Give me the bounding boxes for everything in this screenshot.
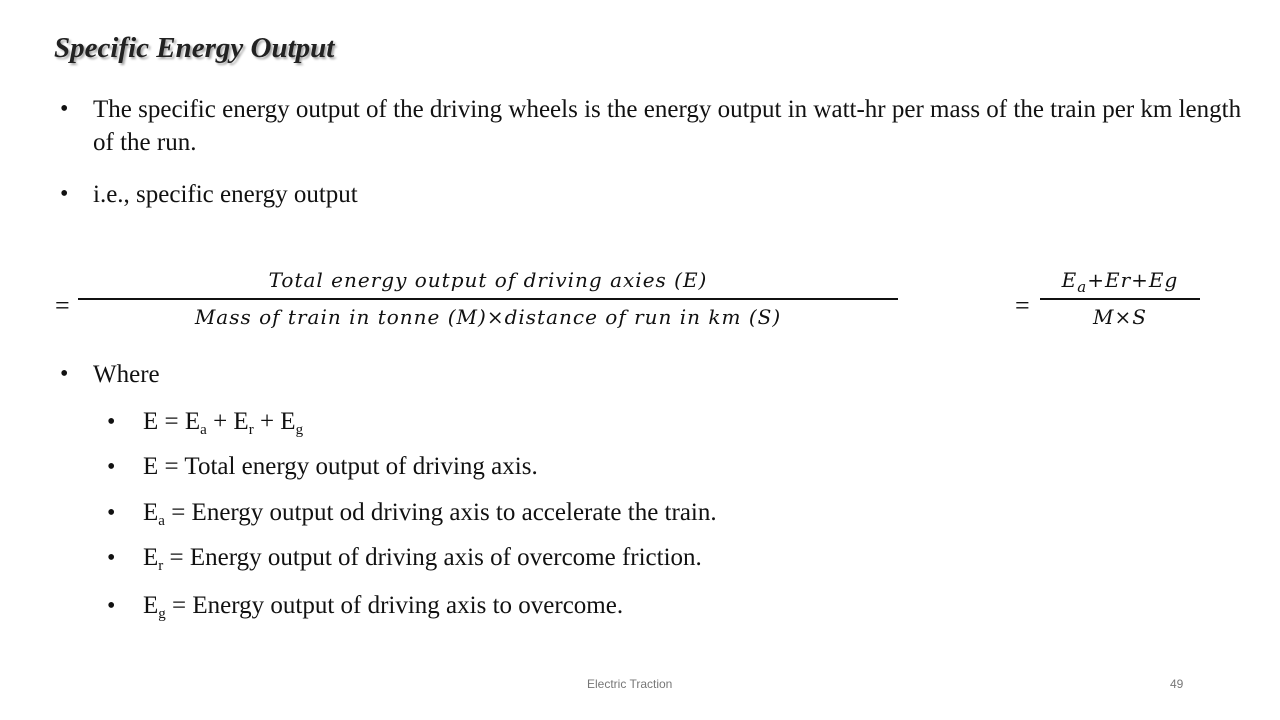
where-item-e-def: [107, 451, 538, 483]
eg-def-text: = Energy output of driving axis to overcome.: [165, 592, 624, 619]
er-sub: r: [158, 558, 164, 574]
numerator2-sub-a: a: [1077, 278, 1088, 296]
formula2-numerator: [1040, 268, 1200, 296]
ie-text: i.e., specific energy output: [93, 181, 358, 208]
bullet-dot: •: [107, 454, 116, 480]
bullet-where: [60, 358, 160, 391]
formula2-denominator: M×S: [1093, 305, 1147, 329]
eg-e: E: [143, 592, 159, 619]
page-number: 49: [1170, 677, 1184, 691]
bullet-dot: •: [107, 409, 116, 435]
definition-text: The specific energy output of the driving wheels is the energy output in watt-hr per mass of the train per km length of the run.: [93, 96, 1242, 156]
where-item-ea-def: [107, 497, 717, 529]
bullet-ie: [60, 178, 358, 211]
e-sum-sub-g: g: [295, 422, 304, 438]
eg-sub: g: [158, 606, 166, 622]
bullet-dot: •: [60, 96, 69, 122]
formula-numerator: Total energy output of driving axies (E): [268, 268, 708, 292]
bullet-dot: •: [107, 545, 116, 571]
e-sum-sub-r: r: [248, 422, 254, 438]
slide-title: Specific Energy Output: [54, 32, 335, 64]
bullet-dot: •: [60, 181, 69, 207]
ea-sub: a: [158, 513, 165, 529]
ea-e: E: [143, 499, 159, 526]
footer-title: Electric Traction: [587, 677, 673, 691]
formula-fraction-1: [78, 268, 898, 329]
ea-def-text: = Energy output od driving axis to accelerate the train.: [164, 499, 717, 526]
where-item-e-sum: [107, 406, 304, 438]
fraction-line: [78, 298, 898, 300]
bullet-dot: •: [107, 500, 116, 526]
fraction-line-2: [1040, 298, 1200, 300]
where-text: Where: [93, 361, 160, 388]
e-sum-e: E = E: [143, 408, 201, 435]
where-item-er-def: [107, 542, 702, 574]
numerator2-rest: +Er+Eg: [1087, 268, 1179, 292]
er-e: E: [143, 544, 159, 571]
equals-sign-1: =: [55, 291, 70, 320]
formula-denominator: Mass of train in tonne (M)×distance of run in km (S): [194, 305, 782, 329]
bullet-dot: •: [107, 593, 116, 619]
e-sum-plus2: + E: [253, 408, 296, 435]
e-def-text: E = Total energy output of driving axis.: [143, 453, 538, 480]
formula-fraction-2: [1040, 268, 1200, 329]
where-item-eg-def: [107, 590, 624, 622]
bullet-definition: [60, 93, 1253, 159]
bullet-dot: •: [60, 361, 69, 387]
er-def-text: = Energy output of driving axis of overcome friction.: [163, 544, 702, 571]
equals-sign-2: =: [1015, 291, 1030, 320]
e-sum-plus1: + E: [206, 408, 249, 435]
numerator2-e: E: [1061, 268, 1078, 292]
e-sum-sub-a: a: [200, 422, 207, 438]
